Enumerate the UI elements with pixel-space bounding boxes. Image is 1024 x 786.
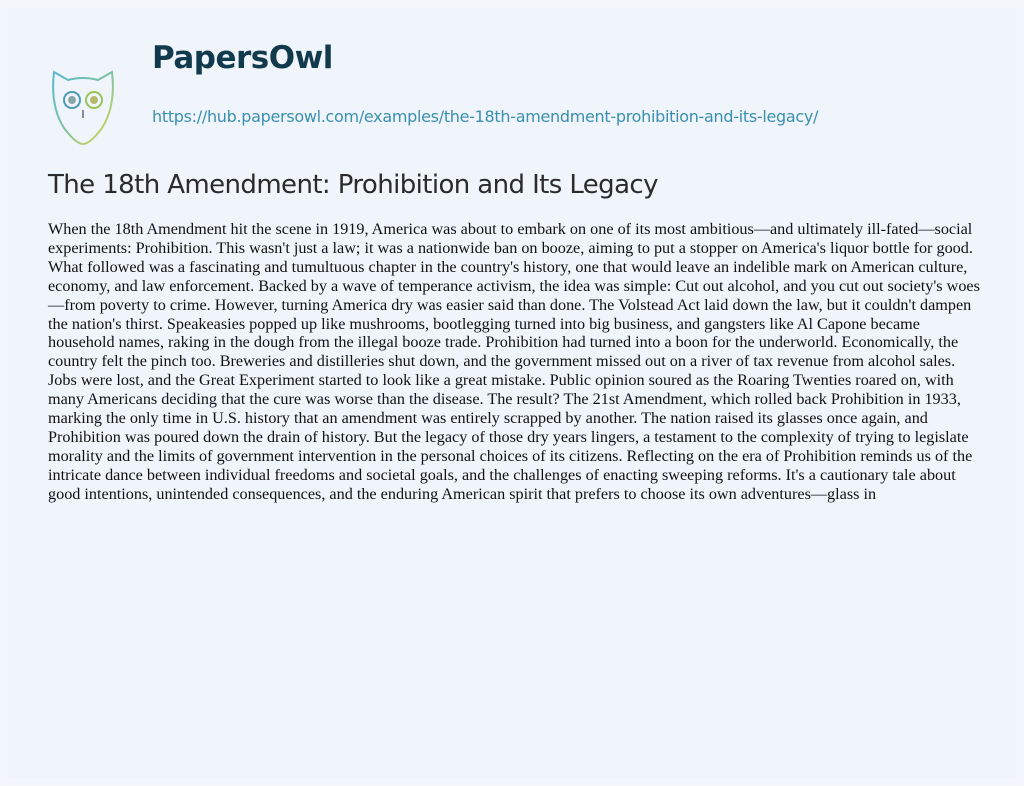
- body-line: What followed was a fascinating and tumultuous chapter in the country's history, one that would leave an indelible mark on American culture,: [48, 257, 968, 276]
- page-title: The 18th Amendment: Prohibition and Its Legacy: [48, 170, 658, 200]
- body-line: Jobs were lost, and the Great Experiment started to look like a great mistake. Public opinion soured as the Roaring Twenties roared on, with: [48, 371, 954, 390]
- body-line: marking the only time in U.S. history that an amendment was entirely scrapped by another. The nation raised its glasses once again, and: [48, 409, 928, 428]
- body-line: the nation's thirst. Speakeasies popped up like mushrooms, bootlegging turned into big business, and gangsters like Al Capone became: [48, 314, 920, 333]
- body-line: household names, raking in the dough from the illegal booze trade. Prohibition had turned into a boon for the underworld. Economically, the: [48, 333, 959, 352]
- body-line: Prohibition was poured down the drain of history. But the legacy of those dry years lingers, a testament to the complexity of trying to legislate: [48, 427, 969, 446]
- body-line: good intentions, unintended consequences, and the enduring American spirit that prefers to choose its own adventures—glass in: [48, 484, 877, 503]
- body-line: morality and the limits of government intervention in the personal choices of its citizens. Reflecting on the era of Prohibition reminds us of the: [48, 446, 973, 465]
- body-line: —from poverty to crime. However, turning America dry was easier said than done. The Volstead Act laid down the law, but it couldn't dampen: [48, 295, 972, 314]
- body-line: economy, and law enforcement. Backed by a wave of temperance activism, the idea was simple: Cut out alcohol, and you cut out society's woes: [48, 276, 980, 295]
- body-line: When the 18th Amendment hit the scene in 1919, America was about to embark on one of its most ambitious—and ultimately ill-fated—social: [48, 220, 973, 238]
- body-line: country felt the pinch too. Breweries and distilleries shut down, and the government missed out on a river of tax revenue from alcohol sales.: [48, 352, 956, 371]
- article-body: [48, 220, 1008, 504]
- source-url-link[interactable]: https://hub.papersowl.com/examples/the-18th-amendment-prohibition-and-its-legacy/: [152, 107, 819, 126]
- body-line: many Americans deciding that the cure was worse than the disease. The result? The 21st Amendment, which rolled back Prohibition in 1933,: [48, 390, 961, 409]
- brand-name: PapersOwl: [152, 40, 333, 76]
- body-line: experiments: Prohibition. This wasn't just a law; it was a nationwide ban on booze, aiming to put a stopper on America's liquor bottle for good.: [48, 238, 973, 257]
- body-line: intricate dance between individual freedoms and societal goals, and the challenges of enacting sweeping reforms. It's a cautionary tale about: [48, 465, 956, 484]
- owl-logo-icon: [50, 66, 116, 146]
